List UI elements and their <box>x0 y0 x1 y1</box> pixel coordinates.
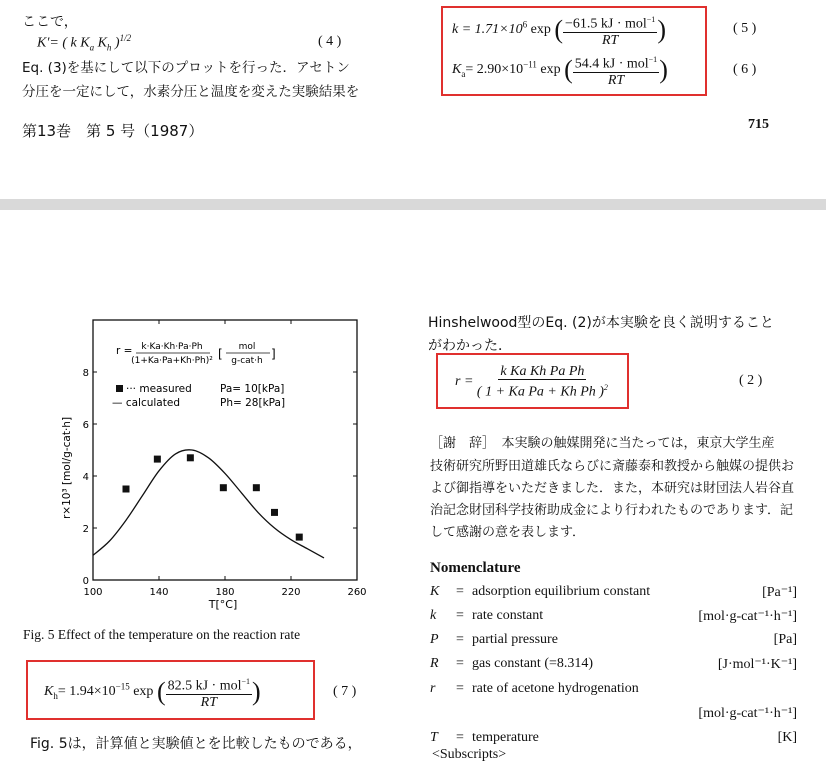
equation-5 <box>452 12 666 48</box>
subscripts-heading: <Subscripts> <box>432 747 507 762</box>
y-tick-label: 6 <box>82 420 89 431</box>
eq5-lhs: k = 1.71×10 <box>452 22 523 38</box>
figure-5-chart <box>60 318 367 618</box>
page-number: 715 <box>748 117 769 132</box>
nom-symbol: T <box>430 730 438 745</box>
eq4-exp: 1/2 <box>119 33 132 43</box>
text-line: Fig. 5は，計算値と実験値とを比較したものである， <box>30 736 362 752</box>
nom-unit: [Pa] <box>773 632 797 647</box>
x-tick-label: 100 <box>83 587 103 598</box>
text-line: がわかった． <box>428 338 512 354</box>
inset-eq-lhs: r = <box>116 345 133 357</box>
eq7-exp: −15 <box>115 681 130 692</box>
legend-calculated-label: — calculated <box>112 397 180 409</box>
calculated-curve <box>93 450 324 558</box>
y-tick-label: 0 <box>82 576 89 587</box>
nom-symbol: P <box>430 632 439 647</box>
nom-unit: [J·mol⁻¹·K⁻¹] <box>717 657 797 672</box>
y-tick-label: 4 <box>82 472 89 483</box>
eq6-lhs: K <box>452 62 462 78</box>
equation-number: ( 2 ) <box>739 373 763 388</box>
equation-number: ( 4 ) <box>318 34 342 49</box>
paren-left: ( <box>564 54 573 84</box>
equation-number: ( 5 ) <box>733 21 757 36</box>
equation-6 <box>452 52 668 88</box>
acknowledgement-line: 治記念財団科学技術助成金により行われたものであります．記 <box>430 503 793 518</box>
nomenclature-row: R = gas constant (=8.314) [J·mol⁻¹·K⁻¹] <box>430 656 797 672</box>
fraction: $\frac{82.5 kJ \cdot mol^{-1}}{RT}$ <box>166 674 252 710</box>
eq7-den: RT <box>200 694 217 710</box>
eq7-mid: = 1.94×10 <box>57 684 116 700</box>
acknowledgement-line: よび御指導をいただきました．また，本研究は財団法人岩谷直 <box>430 481 795 496</box>
eq6-den: RT <box>607 72 625 88</box>
condition-ph: Ph= 28[kPa] <box>220 397 286 409</box>
x-tick-label: 180 <box>215 587 235 598</box>
nom-description: gas constant (=8.314) <box>472 656 594 671</box>
inset-bracket: [ <box>218 347 223 361</box>
text-line: 分圧を一定にして，水素分圧と温度を変えた実験結果を <box>22 84 360 100</box>
nomenclature-row: K = adsorption equilibrium constant [Pa⁻¹] <box>430 584 797 600</box>
equation-number: ( 6 ) <box>733 62 757 77</box>
nom-symbol: K <box>430 584 440 599</box>
measured-point <box>253 484 260 491</box>
eq6-exp: −11 <box>523 59 537 70</box>
equation-number: ( 7 ) <box>333 684 357 699</box>
nomenclature-row <box>430 705 797 725</box>
eq6-sub: a <box>461 68 466 79</box>
eq4-lhs: K′= ( k K <box>37 35 90 51</box>
nom-description: rate of acetone hydrogenation <box>472 681 639 696</box>
eq6-num: 54.4 kJ · mol <box>574 56 649 72</box>
exp-word: exp <box>530 22 551 38</box>
paren-left: ( <box>156 676 166 706</box>
nom-symbol: R <box>430 656 439 671</box>
legend-measured-marker <box>116 385 123 392</box>
nomenclature-row: r = rate of acetone hydrogenation <box>430 681 639 696</box>
x-tick-label: 140 <box>149 587 169 598</box>
paren-right: ) <box>252 676 261 706</box>
eq7-sub: h <box>53 690 58 701</box>
eq7-lhs: K <box>44 684 54 700</box>
eq5-exp: 6 <box>522 19 528 30</box>
nom-description: rate constant <box>472 608 544 623</box>
nom-description: temperature <box>472 730 539 745</box>
equation-7 <box>44 674 261 710</box>
measured-point <box>271 509 278 516</box>
fraction: $\frac{-61.5 kJ \cdot mol^{-1}}{RT}$ <box>563 12 657 48</box>
equation-4 <box>37 33 131 52</box>
exp-word: exp <box>133 684 154 700</box>
x-axis <box>83 320 366 598</box>
text-line: Hinshelwood型のEq. (2)が本実験を良く説明すること <box>428 315 774 331</box>
eq4-sub: h <box>106 42 112 53</box>
equation-2 <box>455 364 608 400</box>
legend-measured-label: ··· measured <box>126 383 192 395</box>
nomenclature-title: Nomenclature <box>430 560 521 576</box>
inset-unit-num: mol <box>238 342 256 352</box>
measured-point <box>187 454 194 461</box>
y-tick-label: 2 <box>82 524 89 535</box>
measured-point <box>154 456 161 463</box>
x-tick-label: 260 <box>347 587 367 598</box>
fraction <box>477 364 608 400</box>
inset-bracket: ] <box>271 347 276 361</box>
eq4-sub: a <box>89 42 95 53</box>
nomenclature-row: P = partial pressure [Pa] <box>430 632 797 647</box>
fraction: $\frac{54.4 kJ \cdot mol^{-1}}{RT}$ <box>573 52 659 88</box>
eq2-den-exp: 2 <box>603 383 608 392</box>
acknowledgement-line: 技術研究所野田道雄氏ならびに斎藤泰和教授から触媒の提供お <box>430 459 795 474</box>
condition-pa: Pa= 10[kPa] <box>220 383 285 395</box>
nom-unit: [mol·g-cat⁻¹·h⁻¹] <box>698 706 797 721</box>
eq7-num: 82.5 kJ · mol <box>167 678 242 694</box>
nom-unit: [mol·g-cat⁻¹·h⁻¹] <box>698 609 797 624</box>
eq2-num: k Ka Kh Pa Ph <box>500 364 585 379</box>
inset-eq-den: (1+Ka·Pa+Kh·Ph)² <box>131 356 213 366</box>
paren-right: ) <box>657 14 666 44</box>
paren-right: ) <box>659 54 668 84</box>
nom-unit: [Pa⁻¹] <box>762 585 797 600</box>
paren-left: ( <box>554 14 563 44</box>
nom-description: partial pressure <box>472 632 558 647</box>
measured-series <box>123 454 303 540</box>
measured-point <box>123 486 130 493</box>
inset-eq-num: k·Ka·Kh·Pa·Ph <box>141 342 203 352</box>
y-axis-label: r×10³ [mol/g-cat·h] <box>61 416 73 520</box>
text-line: Eq. (3)を基にして以下のプロットを行った．アセトン <box>22 60 350 76</box>
nom-description: adsorption equilibrium constant <box>472 584 651 599</box>
eq2-lhs: r = <box>455 374 474 390</box>
nom-symbol: k <box>430 608 437 623</box>
inset-unit-den: g-cat·h <box>231 356 263 366</box>
acknowledgement-line: して感謝の意を表します． <box>430 525 585 540</box>
eq2-den: ( 1 + Ka Pa + Kh Ph ) <box>476 384 604 400</box>
x-tick-label: 220 <box>281 587 301 598</box>
calculated-series <box>93 450 324 558</box>
measured-point <box>220 484 227 491</box>
measured-point <box>296 534 303 541</box>
page-separator <box>0 199 826 210</box>
acknowledgement-line: ［謝 辞］ 本実験の触媒開発に当たっては，東京大学生産 <box>430 436 775 451</box>
nomenclature-row: k = rate constant [mol·g-cat⁻¹·h⁻¹] <box>430 608 797 624</box>
y-tick-label: 8 <box>82 368 89 379</box>
eq5-den: RT <box>601 32 619 48</box>
eq4-k: K <box>97 35 107 51</box>
nom-unit: [K] <box>777 730 797 745</box>
eq5-num: −61.5 kJ · mol <box>565 16 647 32</box>
eq4-rhs: ) <box>114 35 120 51</box>
figure-caption: Fig. 5 Effect of the temperature on the reaction rate <box>23 627 301 642</box>
journal-footer: 第13巻 第 5 号（1987） <box>22 122 204 140</box>
x-axis-label: T[°C] <box>208 598 238 611</box>
nomenclature-row: T = temperature [K] <box>430 730 797 745</box>
exp-word: exp <box>540 62 561 78</box>
text-line: ここで， <box>22 14 78 30</box>
nom-symbol: r <box>430 681 436 696</box>
eq6-mid: = 2.90×10 <box>465 62 524 78</box>
